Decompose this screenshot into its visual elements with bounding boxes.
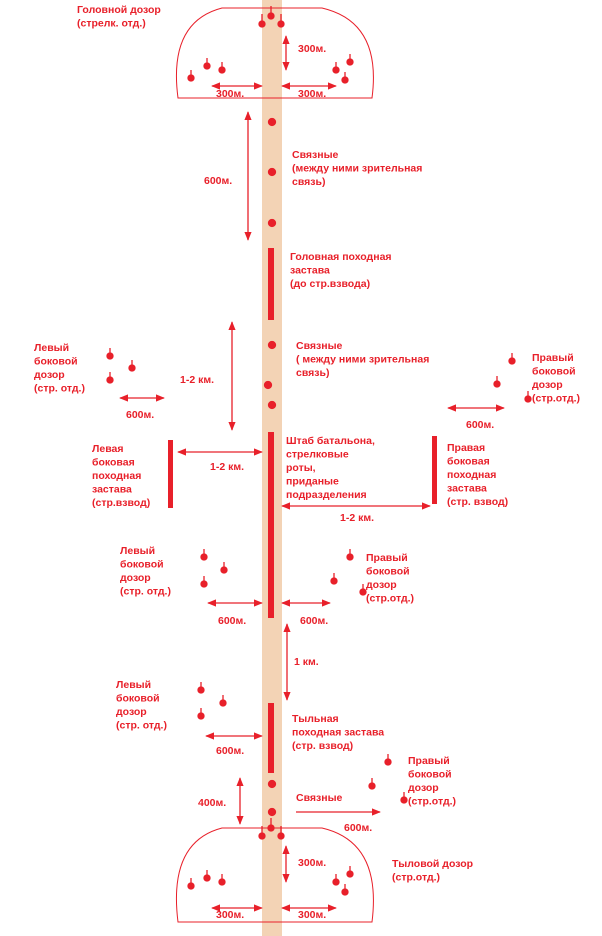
- head-patrol-label: [77, 4, 161, 30]
- right-outpost-bar: [432, 436, 437, 504]
- soldier-icon: [198, 682, 204, 693]
- soldier-icon: [525, 391, 531, 402]
- label-line: связь): [296, 367, 330, 379]
- label-line: боковой: [120, 558, 164, 571]
- soldier-icon: [220, 695, 226, 706]
- left-patrol-label: [116, 679, 167, 732]
- label-line: (стр. отд.): [34, 382, 85, 395]
- unit-bars: [168, 248, 437, 773]
- label-line: подразделения: [286, 489, 367, 501]
- label-line: боковая: [447, 455, 490, 468]
- distance-label: 600м.: [126, 409, 155, 421]
- liaison-label: [296, 792, 343, 804]
- label-line: (стр.отд.): [532, 392, 581, 405]
- label-line: Левый: [34, 342, 70, 354]
- head-outpost-bar: [268, 248, 274, 320]
- soldier-icon: [494, 376, 500, 387]
- label-line: Связные: [296, 340, 343, 352]
- distance-label: 300м.: [216, 909, 245, 921]
- label-line: (стр. взвод): [292, 740, 354, 752]
- distance-label: 600м.: [204, 175, 233, 187]
- liaison-icon: [269, 220, 276, 227]
- label-line: Связные: [296, 792, 343, 804]
- label-line: Штаб батальона,: [286, 435, 375, 447]
- hq-label: [286, 435, 375, 501]
- label-line: Правый: [408, 755, 450, 767]
- distance-label: 300м.: [216, 88, 245, 100]
- soldier-icon: [385, 754, 391, 765]
- label-line: Тыльная: [292, 713, 339, 725]
- distance-label: 1 км.: [294, 656, 319, 668]
- label-line: (стр. отд.): [116, 719, 167, 732]
- label-line: боковой: [408, 768, 452, 781]
- label-line: Правая: [447, 442, 486, 454]
- label-line: (стрелк. отд.): [77, 17, 146, 30]
- distance-label: 300м.: [298, 43, 327, 55]
- soldier-icon: [342, 884, 348, 895]
- distance-label: 300м.: [298, 909, 327, 921]
- left-outpost-label: [92, 443, 150, 509]
- label-line: Головная походная: [290, 251, 392, 263]
- label-line: Левый: [116, 679, 152, 691]
- distance-label: 600м.: [344, 822, 373, 834]
- distance-label: 300м.: [298, 857, 327, 869]
- liaison-label: [296, 340, 429, 379]
- distance-label: 1-2 км.: [340, 512, 375, 524]
- label-line: роты,: [286, 462, 316, 474]
- liaison-icon: [265, 382, 272, 389]
- left-outpost-bar: [168, 440, 173, 508]
- hq-column-bar: [268, 432, 274, 618]
- label-line: Связные: [292, 149, 339, 161]
- distance-label: 600м.: [216, 745, 245, 757]
- liaison-icon: [269, 809, 276, 816]
- label-line: Головной дозор: [77, 4, 161, 16]
- soldier-icon: [204, 58, 210, 69]
- soldier-icon: [129, 360, 135, 371]
- liaison-icon: [269, 342, 276, 349]
- distance-label: 600м.: [218, 615, 247, 627]
- label-line: дозор: [34, 369, 65, 381]
- distance-label: 600м.: [466, 419, 495, 431]
- right-patrol-label: [366, 552, 414, 605]
- label-line: дозор: [408, 782, 439, 794]
- label-line: боковой: [366, 565, 410, 578]
- label-line: (до стр.взвода): [290, 278, 371, 290]
- label-line: застава: [290, 264, 330, 277]
- soldier-icon: [204, 870, 210, 881]
- soldier-icon: [347, 866, 353, 877]
- soldier-icon: [331, 573, 337, 584]
- soldier-icon: [333, 874, 339, 885]
- label-line: (стр.отд.): [408, 795, 457, 808]
- label-line: (стр. взвод): [447, 496, 509, 508]
- soldier-icon: [221, 562, 227, 573]
- label-line: Левая: [92, 443, 124, 455]
- label-line: связь): [292, 176, 326, 188]
- label-line: боковой: [116, 692, 160, 705]
- soldier-icon: [401, 792, 407, 803]
- label-line: дозор: [120, 572, 151, 584]
- left-patrol-label: [120, 545, 171, 598]
- distance-label: 1-2 км.: [180, 374, 215, 386]
- soldier-icon: [347, 549, 353, 560]
- label-line: ( между ними зрительная: [296, 353, 430, 366]
- right-patrol-label: [532, 352, 580, 405]
- soldier-icon: [201, 549, 207, 560]
- label-line: походная: [92, 470, 142, 482]
- distance-label: 400м.: [198, 797, 227, 809]
- unit-labels: [34, 4, 580, 884]
- label-line: приданые: [286, 475, 339, 488]
- liaison-icon: [269, 402, 276, 409]
- soldier-icon: [369, 778, 375, 789]
- soldier-icon: [219, 62, 225, 73]
- distance-label: 300м.: [298, 88, 327, 100]
- label-line: Правый: [366, 552, 408, 564]
- label-line: Левый: [120, 545, 156, 557]
- right-outpost-label: [447, 442, 508, 508]
- label-line: (стр. отд.): [120, 585, 171, 598]
- soldier-icon: [188, 70, 194, 81]
- rear-patrol-label: [392, 858, 473, 884]
- label-line: (между ними зрительная: [292, 162, 423, 175]
- left-patrol-label: [34, 342, 85, 395]
- distance-label: 1-2 км.: [210, 461, 245, 473]
- soldier-icon: [188, 878, 194, 889]
- soldier-icon: [219, 874, 225, 885]
- label-line: (стр.отд.): [366, 592, 415, 605]
- label-line: дозор: [366, 579, 397, 591]
- soldier-icon: [347, 54, 353, 65]
- right-patrol-label: [408, 755, 456, 808]
- liaison-icon: [269, 119, 276, 126]
- label-line: стрелковые: [286, 448, 349, 461]
- soldier-icon: [107, 348, 113, 359]
- label-line: боковой: [532, 365, 576, 378]
- soldier-icon: [198, 708, 204, 719]
- rear-outpost-bar: [268, 703, 274, 773]
- liaison-icon: [269, 781, 276, 788]
- label-line: (стр.взвод): [92, 497, 151, 509]
- label-line: боковой: [34, 355, 78, 368]
- liaison-icon: [269, 169, 276, 176]
- soldier-icon: [201, 576, 207, 587]
- label-line: походная застава: [292, 726, 385, 739]
- label-line: дозор: [532, 379, 563, 391]
- label-line: Правый: [532, 352, 574, 364]
- soldier-icon: [342, 72, 348, 83]
- label-line: Тыловой дозор: [392, 858, 474, 870]
- label-line: дозор: [116, 706, 147, 718]
- soldier-icon: [107, 372, 113, 383]
- label-line: боковая: [92, 456, 135, 469]
- label-line: (стр.отд.): [392, 871, 441, 884]
- head-outpost-label: [290, 251, 392, 290]
- soldier-icon: [333, 62, 339, 73]
- label-line: походная: [447, 469, 497, 481]
- label-line: застава: [447, 482, 487, 495]
- rear-outpost-label: [292, 713, 384, 752]
- liaison-label: [292, 149, 422, 188]
- label-line: застава: [92, 483, 132, 496]
- soldier-icon: [509, 353, 515, 364]
- distance-label: 600м.: [300, 615, 329, 627]
